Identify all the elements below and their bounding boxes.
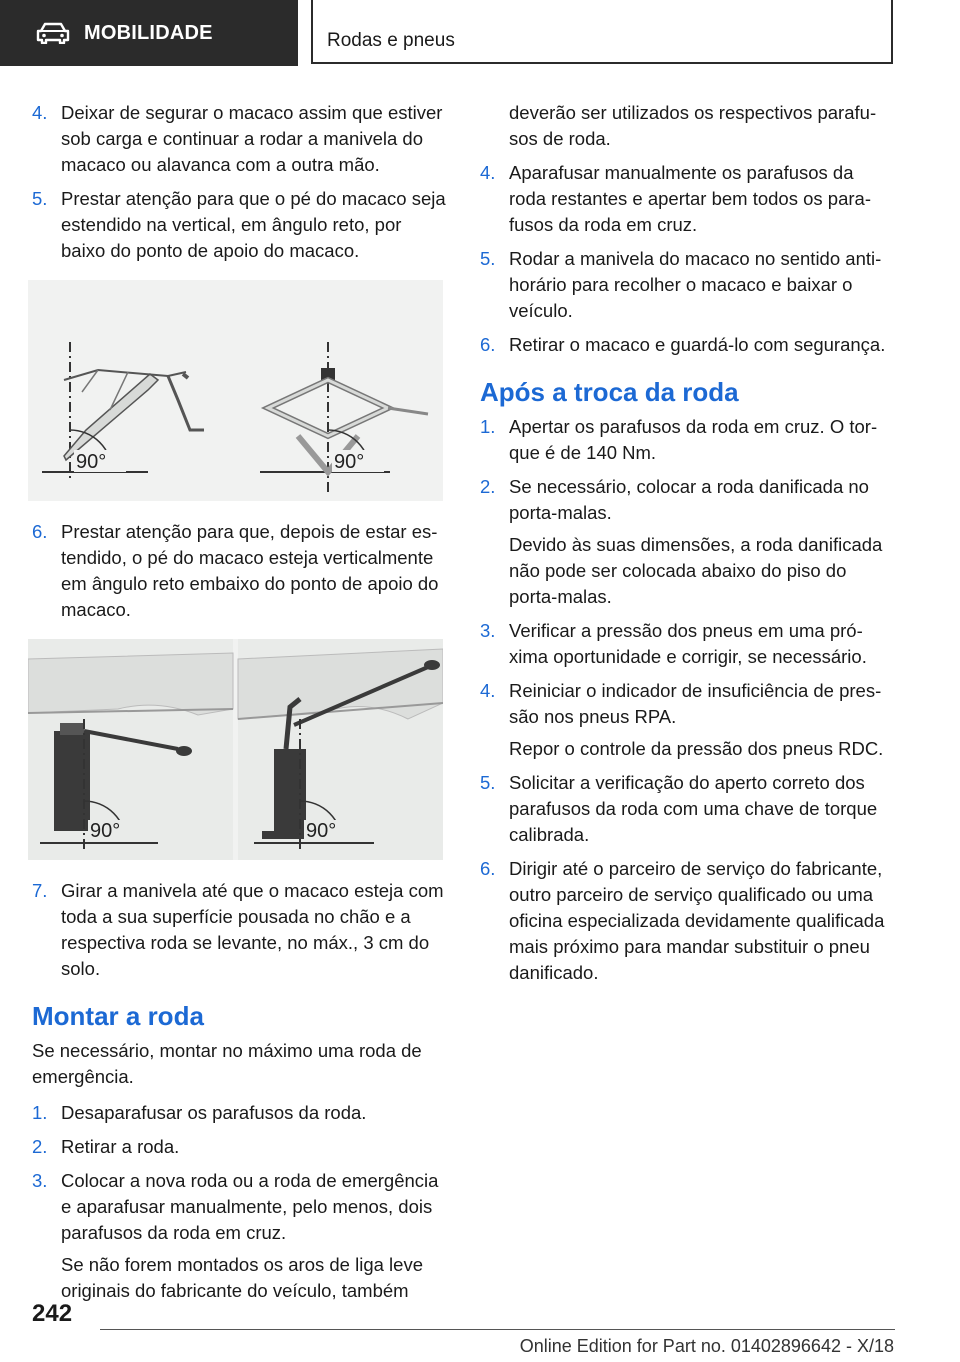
jack-angle-figure: [28, 280, 443, 501]
step-text: Se necessário, colocar a roda danificada no porta-malas.: [509, 476, 869, 523]
step-number: 5.: [32, 188, 48, 209]
step-number: 2.: [480, 476, 496, 497]
continued-text: deverão ser utilizados os respectivos parafusos de roda.: [509, 102, 877, 149]
chapter-title: Rodas e pneus: [327, 30, 455, 51]
list-item: [480, 770, 895, 848]
step-text: Prestar atenção para que o pé do macaco seja estendido na vertical, em ângulo reto, por baixo do ponto de apoio do macaco.: [61, 188, 446, 261]
step-number: 7.: [32, 880, 48, 901]
list-item: [480, 414, 895, 466]
step-text: Verificar a pressão dos pneus em uma próxima oportunidade e corrigir, se necessário.: [509, 620, 867, 667]
step-number: 3.: [480, 620, 496, 641]
intro-text: Se necessário, montar no máximo uma roda de emergência.: [32, 1040, 422, 1087]
step-text: Colocar a nova roda ou a roda de emergência e aparafusar manualmente, pelo menos, dois parafusos da roda em cruz.: [61, 1170, 439, 1243]
step-text: Deixar de segurar o macaco assim que estiver sob carga e continuar a rodar a manivela do macaco ou alavanca com a outra mão.: [61, 102, 443, 175]
step-text: Girar a manivela até que o macaco esteja com toda a sua superfície pousada no chão e a respectiva roda se levante, no máx., 3 cm do solo.: [61, 880, 444, 979]
step-number: 6.: [480, 858, 496, 879]
step-number: 4.: [480, 162, 496, 183]
step-number: 1.: [480, 416, 496, 437]
hydraulic-jack-illustration: [28, 639, 443, 860]
section-tab[interactable]: [0, 0, 298, 66]
edition-text: Online Edition for Part no. 01402896642 - X/18: [519, 1336, 894, 1356]
page-header: [0, 0, 960, 66]
list-item: [32, 100, 447, 178]
step-text: Retirar o macaco e guardá-lo com segurança.: [509, 334, 886, 355]
step-number: 1.: [32, 1102, 48, 1123]
step-text: Desaparafusar os parafusos da roda.: [61, 1102, 367, 1123]
list-item: [480, 160, 895, 238]
hydraulic-jack-figure: [28, 639, 443, 860]
step-text: Aparafusar manualmente os parafusos da roda restantes e apertar bem todos os parafusos da roda em cruz.: [509, 162, 871, 235]
step-text: Reiniciar o indicador de insuficiência de pressão nos pneus RPA.: [509, 680, 882, 727]
list-item: [480, 474, 895, 610]
step-note: Repor o controle da pressão dos pneus RDC.: [509, 738, 884, 759]
step-number: 6.: [480, 334, 496, 355]
step-number: 6.: [32, 521, 48, 542]
right-column: [480, 100, 895, 994]
list-item: [480, 856, 895, 986]
step-number: 5.: [480, 248, 496, 269]
list-item: [32, 1100, 447, 1126]
list-item: [480, 246, 895, 324]
section-title: MOBILIDADE: [84, 21, 213, 44]
angle-label: 90°: [76, 451, 107, 473]
list-item: [32, 1134, 447, 1160]
section-heading: Após a troca da roda: [480, 377, 739, 407]
list-item: [32, 186, 447, 264]
footer-divider: [100, 1329, 895, 1330]
scissor-jack-illustration: [28, 280, 443, 501]
step-note: Devido às suas dimensões, a roda danificada não pode ser colocada abaixo do piso do porta-malas.: [509, 534, 883, 607]
page-number: 242: [32, 1300, 73, 1327]
list-item: [480, 618, 895, 670]
list-item: [32, 1168, 447, 1304]
step-text: Rodar a manivela do macaco no sentido anti-horário para recolher o macaco e baixar o veículo.: [509, 248, 882, 321]
list-item: [480, 678, 895, 762]
step-text: Prestar atenção para que, depois de estar estendido, o pé do macaco esteja verticalmente em ângulo reto embaixo do ponto de apoio do macaco.: [61, 521, 439, 620]
step-number: 4.: [480, 680, 496, 701]
step-text: Solicitar a verificação do aperto correto dos parafusos da roda com uma chave de torque calibrada.: [509, 772, 878, 845]
step-text: Retirar a roda.: [61, 1136, 180, 1157]
list-item: [32, 878, 447, 982]
step-number: 4.: [32, 102, 48, 123]
chapter-box: [311, 0, 893, 64]
step-text: Dirigir até o parceiro de serviço do fabricante, outro parceiro de serviço qualificado ou uma oficina especializada devidamente qualificada mais próximo para mandar substituir o pneu danificado.: [509, 858, 885, 983]
section-heading: Montar a roda: [32, 1001, 204, 1031]
angle-label: 90°: [90, 820, 121, 842]
angle-label: 90°: [306, 820, 337, 842]
angle-label: 90°: [334, 451, 365, 473]
list-item: [480, 332, 895, 358]
step-text: Apertar os parafusos da roda em cruz. O torque é de 140 Nm.: [509, 416, 878, 463]
step-note: Se não forem montados os aros de liga leve originais do fabricante do veículo, também: [61, 1254, 423, 1301]
car-icon: [36, 22, 70, 44]
step-number: 2.: [32, 1136, 48, 1157]
list-item: [32, 519, 447, 623]
step-number: 3.: [32, 1170, 48, 1191]
step-number: 5.: [480, 772, 496, 793]
left-column: [32, 100, 447, 1312]
